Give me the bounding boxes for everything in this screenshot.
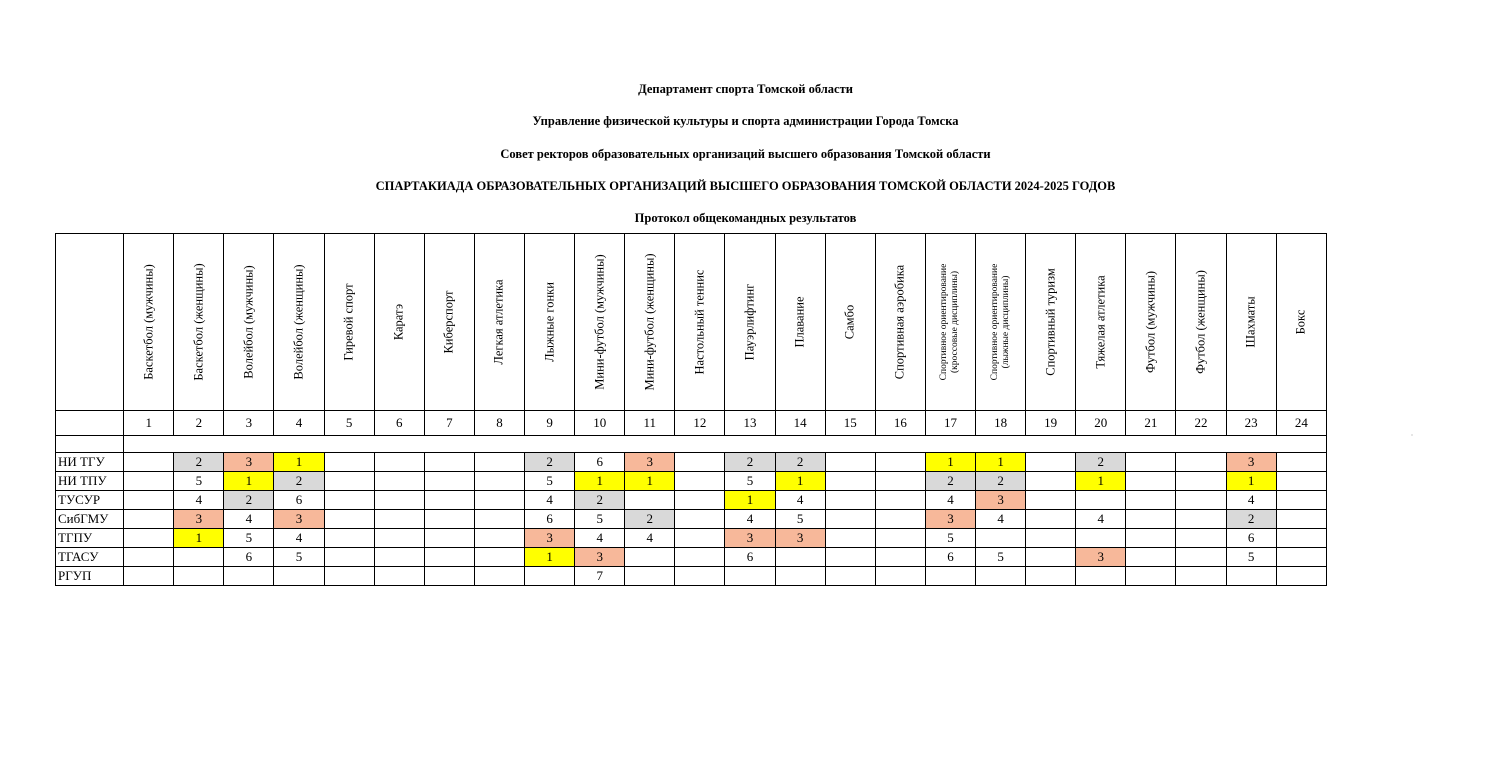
results-table bbox=[55, 233, 1327, 586]
sport-header-cell bbox=[424, 234, 474, 411]
place-cell: 2 bbox=[1076, 453, 1126, 472]
place-cell bbox=[875, 567, 925, 586]
sport-header-cell bbox=[1076, 234, 1126, 411]
place-cell: 4 bbox=[525, 491, 575, 510]
place-cell: 3 bbox=[224, 453, 274, 472]
place-cell bbox=[1126, 548, 1176, 567]
place-cell bbox=[374, 548, 424, 567]
place-cell: 2 bbox=[1226, 510, 1276, 529]
place-cell: 5 bbox=[274, 548, 324, 567]
place-cell bbox=[625, 567, 675, 586]
sport-name bbox=[1195, 270, 1208, 374]
place-cell bbox=[474, 567, 524, 586]
place-cell bbox=[474, 491, 524, 510]
sport-number: 22 bbox=[1176, 411, 1226, 436]
place-cell bbox=[1176, 510, 1226, 529]
place-cell bbox=[825, 510, 875, 529]
sport-number: 15 bbox=[825, 411, 875, 436]
spacer-merged-cell bbox=[124, 436, 1327, 453]
sport-header-cell bbox=[775, 234, 825, 411]
number-row-label-cell bbox=[56, 411, 124, 436]
sport-number: 21 bbox=[1126, 411, 1176, 436]
sport-name bbox=[343, 283, 356, 360]
place-cell: 4 bbox=[274, 529, 324, 548]
place-cell bbox=[124, 567, 174, 586]
place-cell: 4 bbox=[1226, 491, 1276, 510]
sport-name bbox=[844, 305, 857, 339]
sport-name bbox=[1295, 310, 1308, 335]
sport-number: 20 bbox=[1076, 411, 1126, 436]
place-cell bbox=[124, 548, 174, 567]
place-cell: 5 bbox=[224, 529, 274, 548]
sport-number: 12 bbox=[675, 411, 725, 436]
team-row bbox=[56, 491, 1327, 510]
sport-name bbox=[1044, 268, 1057, 375]
place-cell: 7 bbox=[575, 567, 625, 586]
sport-name-text: Киберспорт bbox=[441, 290, 456, 354]
sport-header-cell bbox=[1226, 234, 1276, 411]
team-name: НИ ТПУ bbox=[56, 472, 124, 491]
place-cell: 1 bbox=[925, 453, 975, 472]
place-cell: 3 bbox=[525, 529, 575, 548]
sport-number: 9 bbox=[525, 411, 575, 436]
place-cell bbox=[324, 453, 374, 472]
place-cell bbox=[324, 491, 374, 510]
sport-names-row bbox=[56, 234, 1327, 411]
sport-name-text: Пауэрлифтинг bbox=[742, 283, 757, 361]
place-cell: 1 bbox=[775, 472, 825, 491]
sport-header-cell bbox=[875, 234, 925, 411]
sport-number: 24 bbox=[1276, 411, 1326, 436]
place-cell bbox=[1026, 453, 1076, 472]
place-cell bbox=[1276, 472, 1326, 491]
place-cell: 1 bbox=[976, 453, 1026, 472]
place-cell bbox=[374, 472, 424, 491]
place-cell bbox=[825, 453, 875, 472]
place-cell bbox=[474, 510, 524, 529]
sport-name bbox=[939, 247, 961, 397]
place-cell bbox=[374, 529, 424, 548]
sport-name bbox=[794, 296, 807, 347]
sport-header-cell bbox=[925, 234, 975, 411]
sport-name-text: Спортивное ориентирование bbox=[989, 263, 1000, 381]
sport-header-cell bbox=[575, 234, 625, 411]
place-cell bbox=[424, 453, 474, 472]
team-name: РГУП bbox=[56, 567, 124, 586]
place-cell bbox=[424, 491, 474, 510]
place-cell: 6 bbox=[525, 510, 575, 529]
sport-name-text: Баскетбол (женщины) bbox=[191, 263, 206, 381]
sport-number: 16 bbox=[875, 411, 925, 436]
sport-name-text: Баскетбол (мужчины) bbox=[141, 264, 156, 380]
place-cell bbox=[1276, 567, 1326, 586]
sport-number: 18 bbox=[976, 411, 1026, 436]
sport-name-text: Футбол (женщины) bbox=[1193, 270, 1208, 374]
sport-name bbox=[894, 265, 907, 379]
place-cell bbox=[1026, 491, 1076, 510]
place-cell: 2 bbox=[725, 453, 775, 472]
place-cell bbox=[675, 529, 725, 548]
place-cell bbox=[1176, 548, 1226, 567]
team-name: СибГМУ bbox=[56, 510, 124, 529]
sport-number: 2 bbox=[174, 411, 224, 436]
place-cell bbox=[1276, 529, 1326, 548]
sport-name-text: Мини-футбол (мужчины) bbox=[592, 254, 607, 390]
place-cell: 4 bbox=[925, 491, 975, 510]
place-cell: 5 bbox=[775, 510, 825, 529]
place-cell: 2 bbox=[976, 472, 1026, 491]
place-cell: 2 bbox=[525, 453, 575, 472]
place-cell bbox=[1276, 510, 1326, 529]
sport-number: 19 bbox=[1026, 411, 1076, 436]
team-row bbox=[56, 472, 1327, 491]
place-cell bbox=[374, 567, 424, 586]
place-cell bbox=[174, 548, 224, 567]
sport-number: 13 bbox=[725, 411, 775, 436]
sport-name-text: Спортивный туризм bbox=[1043, 268, 1058, 376]
sport-name-text: Настольный теннис bbox=[692, 269, 707, 375]
place-cell: 6 bbox=[224, 548, 274, 567]
place-cell: 3 bbox=[625, 453, 675, 472]
place-cell bbox=[374, 491, 424, 510]
place-cell bbox=[825, 491, 875, 510]
place-cell: 6 bbox=[925, 548, 975, 567]
place-cell: 4 bbox=[174, 491, 224, 510]
team-name: ТУСУР bbox=[56, 491, 124, 510]
sport-name-text: Тяжелая атлетика bbox=[1093, 275, 1108, 369]
place-cell bbox=[675, 472, 725, 491]
place-cell: 4 bbox=[224, 510, 274, 529]
sport-header-cell bbox=[825, 234, 875, 411]
sport-name bbox=[443, 290, 456, 353]
place-cell bbox=[675, 567, 725, 586]
sport-name-text: Легкая атлетика bbox=[491, 279, 506, 365]
place-cell: 5 bbox=[174, 472, 224, 491]
place-cell: 2 bbox=[575, 491, 625, 510]
place-cell: 5 bbox=[525, 472, 575, 491]
place-cell bbox=[1176, 567, 1226, 586]
sport-name-text: Плавание bbox=[792, 296, 807, 348]
place-cell: 6 bbox=[575, 453, 625, 472]
sport-name bbox=[1245, 296, 1258, 347]
sport-name-text: Спортивная аэробика bbox=[892, 264, 907, 380]
sport-name bbox=[593, 254, 606, 389]
sport-name bbox=[744, 284, 757, 361]
place-cell bbox=[1076, 529, 1126, 548]
place-cell bbox=[675, 453, 725, 472]
place-cell bbox=[474, 453, 524, 472]
place-cell bbox=[424, 567, 474, 586]
place-cell bbox=[1126, 529, 1176, 548]
place-cell bbox=[1176, 472, 1226, 491]
sport-name bbox=[543, 282, 556, 362]
place-cell: 2 bbox=[174, 453, 224, 472]
place-cell: 2 bbox=[925, 472, 975, 491]
place-cell bbox=[825, 529, 875, 548]
place-cell: 3 bbox=[575, 548, 625, 567]
place-cell bbox=[775, 548, 825, 567]
sport-name bbox=[1144, 271, 1157, 373]
sport-header-cell bbox=[1176, 234, 1226, 411]
place-cell: 1 bbox=[224, 472, 274, 491]
sport-name-text: Каратэ bbox=[391, 303, 406, 341]
sport-name-text: Мини-футбол (женщины) bbox=[642, 253, 657, 391]
place-cell: 3 bbox=[174, 510, 224, 529]
place-cell bbox=[875, 472, 925, 491]
place-cell bbox=[1226, 567, 1276, 586]
team-row bbox=[56, 529, 1327, 548]
place-cell bbox=[124, 510, 174, 529]
place-cell bbox=[675, 548, 725, 567]
sport-header-cell bbox=[224, 234, 274, 411]
sport-name bbox=[393, 304, 406, 340]
place-cell bbox=[124, 529, 174, 548]
place-cell: 3 bbox=[1226, 453, 1276, 472]
team-name: ТГАСУ bbox=[56, 548, 124, 567]
sport-number: 7 bbox=[424, 411, 474, 436]
sport-name bbox=[1094, 275, 1107, 368]
sport-header-cell bbox=[725, 234, 775, 411]
corner-cell bbox=[56, 234, 124, 411]
header-department: Департамент спорта Томской области bbox=[638, 82, 853, 96]
place-cell: 2 bbox=[775, 453, 825, 472]
place-cell bbox=[675, 491, 725, 510]
place-cell bbox=[875, 510, 925, 529]
place-cell: 3 bbox=[976, 491, 1026, 510]
sport-name-text: Гиревой спорт bbox=[341, 283, 356, 361]
team-row bbox=[56, 453, 1327, 472]
place-cell: 2 bbox=[625, 510, 675, 529]
sport-name-text: Волейбол (мужчины) bbox=[241, 265, 256, 379]
place-cell: 5 bbox=[725, 472, 775, 491]
place-cell bbox=[324, 529, 374, 548]
place-cell: 3 bbox=[1076, 548, 1126, 567]
place-cell: 4 bbox=[1076, 510, 1126, 529]
spacer-cell bbox=[56, 436, 124, 453]
place-cell: 3 bbox=[775, 529, 825, 548]
header-council: Совет ректоров образовательных организаций высшего образования Томской области bbox=[500, 147, 991, 161]
place-cell bbox=[1126, 453, 1176, 472]
place-cell: 2 bbox=[224, 491, 274, 510]
place-cell bbox=[1076, 491, 1126, 510]
place-cell: 5 bbox=[976, 548, 1026, 567]
place-cell: 6 bbox=[1226, 529, 1276, 548]
place-cell: 4 bbox=[976, 510, 1026, 529]
place-cell: 1 bbox=[174, 529, 224, 548]
place-cell bbox=[976, 567, 1026, 586]
sport-number: 6 bbox=[374, 411, 424, 436]
place-cell: 2 bbox=[274, 472, 324, 491]
sport-name bbox=[192, 263, 205, 380]
place-cell: 5 bbox=[575, 510, 625, 529]
sport-name-subtitle: (лыжные дисциплины) bbox=[1000, 275, 1011, 369]
sport-name bbox=[643, 253, 656, 390]
place-cell bbox=[875, 453, 925, 472]
place-cell bbox=[374, 453, 424, 472]
team-row bbox=[56, 510, 1327, 529]
place-cell: 1 bbox=[1226, 472, 1276, 491]
place-cell bbox=[1126, 491, 1176, 510]
place-cell bbox=[324, 567, 374, 586]
place-cell: 1 bbox=[1076, 472, 1126, 491]
place-cell bbox=[424, 529, 474, 548]
sport-name bbox=[242, 265, 255, 378]
place-cell bbox=[825, 472, 875, 491]
sport-header-cell bbox=[474, 234, 524, 411]
place-cell: 1 bbox=[725, 491, 775, 510]
place-cell bbox=[675, 510, 725, 529]
place-cell bbox=[474, 548, 524, 567]
place-cell bbox=[875, 548, 925, 567]
place-cell bbox=[1176, 453, 1226, 472]
sport-number: 11 bbox=[625, 411, 675, 436]
sport-header-cell bbox=[1276, 234, 1326, 411]
place-cell bbox=[124, 472, 174, 491]
place-cell: 1 bbox=[625, 472, 675, 491]
place-cell bbox=[1126, 472, 1176, 491]
sport-header-cell bbox=[174, 234, 224, 411]
place-cell bbox=[1026, 529, 1076, 548]
place-cell bbox=[1176, 491, 1226, 510]
sport-number: 23 bbox=[1226, 411, 1276, 436]
sport-numbers-row bbox=[56, 411, 1327, 436]
sport-name-subtitle: (кроссовые дисциплины) bbox=[950, 271, 961, 373]
sport-number: 10 bbox=[575, 411, 625, 436]
place-cell bbox=[775, 567, 825, 586]
sport-header-cell bbox=[1126, 234, 1176, 411]
place-cell bbox=[1126, 567, 1176, 586]
place-cell bbox=[474, 529, 524, 548]
header-protocol-title: Протокол общекомандных результатов bbox=[634, 211, 857, 225]
sport-header-cell bbox=[976, 234, 1026, 411]
place-cell: 4 bbox=[625, 529, 675, 548]
sport-number: 14 bbox=[775, 411, 825, 436]
place-cell: 1 bbox=[525, 548, 575, 567]
team-row bbox=[56, 548, 1327, 567]
place-cell bbox=[825, 548, 875, 567]
place-cell bbox=[1026, 548, 1076, 567]
place-cell: 1 bbox=[274, 453, 324, 472]
sport-number: 4 bbox=[274, 411, 324, 436]
place-cell bbox=[1276, 453, 1326, 472]
place-cell bbox=[1026, 510, 1076, 529]
place-cell bbox=[1076, 567, 1126, 586]
sport-header-cell bbox=[324, 234, 374, 411]
place-cell: 3 bbox=[925, 510, 975, 529]
place-cell: 1 bbox=[575, 472, 625, 491]
place-cell bbox=[525, 567, 575, 586]
sport-number: 3 bbox=[224, 411, 274, 436]
place-cell: 3 bbox=[725, 529, 775, 548]
place-cell: 4 bbox=[775, 491, 825, 510]
place-cell bbox=[224, 567, 274, 586]
place-cell bbox=[324, 472, 374, 491]
sport-name-text: Спортивное ориентирование bbox=[939, 263, 950, 381]
place-cell bbox=[625, 548, 675, 567]
team-name: НИ ТГУ bbox=[56, 453, 124, 472]
place-cell bbox=[124, 491, 174, 510]
place-cell: 6 bbox=[274, 491, 324, 510]
sport-number: 5 bbox=[324, 411, 374, 436]
place-cell: 4 bbox=[575, 529, 625, 548]
place-cell bbox=[875, 491, 925, 510]
place-cell bbox=[324, 548, 374, 567]
place-cell bbox=[1276, 548, 1326, 567]
place-cell bbox=[1276, 491, 1326, 510]
place-cell: 3 bbox=[274, 510, 324, 529]
sport-name bbox=[142, 264, 155, 380]
sport-name-text: Волейбол (женщины) bbox=[291, 264, 306, 380]
sport-header-cell bbox=[374, 234, 424, 411]
place-cell bbox=[124, 453, 174, 472]
place-cell bbox=[725, 567, 775, 586]
sport-name bbox=[493, 279, 506, 364]
place-cell bbox=[324, 510, 374, 529]
place-cell: 6 bbox=[725, 548, 775, 567]
place-cell bbox=[625, 491, 675, 510]
sport-name bbox=[693, 270, 706, 375]
sport-name-text: Футбол (мужчины) bbox=[1143, 270, 1158, 374]
place-cell bbox=[274, 567, 324, 586]
spacer-row bbox=[56, 436, 1327, 453]
place-cell bbox=[174, 567, 224, 586]
sport-name bbox=[293, 264, 306, 379]
place-cell bbox=[976, 529, 1026, 548]
sport-name-text: Самбо bbox=[842, 304, 857, 340]
place-cell bbox=[374, 510, 424, 529]
place-cell bbox=[424, 472, 474, 491]
header-administration: Управление физической культуры и спорта администрации Города Томска bbox=[532, 114, 959, 128]
sport-name bbox=[990, 247, 1012, 397]
header-spartakiad-title: СПАРТАКИАДА ОБРАЗОВАТЕЛЬНЫХ ОРГАНИЗАЦИЙ ВЫСШЕГО ОБРАЗОВАНИЯ ТОМСКОЙ ОБЛАСТИ 2024-2025 ГОДОВ bbox=[375, 179, 1116, 193]
sport-header-cell bbox=[525, 234, 575, 411]
sport-number: 17 bbox=[925, 411, 975, 436]
sport-name-text: Лыжные гонки bbox=[542, 282, 557, 362]
place-cell bbox=[1126, 510, 1176, 529]
place-cell bbox=[424, 548, 474, 567]
place-cell bbox=[875, 529, 925, 548]
place-cell: 4 bbox=[725, 510, 775, 529]
sport-name-text: Бокс bbox=[1293, 309, 1308, 335]
place-cell bbox=[1176, 529, 1226, 548]
sport-header-cell bbox=[274, 234, 324, 411]
place-cell bbox=[825, 567, 875, 586]
place-cell bbox=[474, 472, 524, 491]
place-cell bbox=[1026, 472, 1076, 491]
team-name: ТГПУ bbox=[56, 529, 124, 548]
sport-header-cell bbox=[625, 234, 675, 411]
scan-speck bbox=[1411, 434, 1413, 436]
sport-header-cell bbox=[675, 234, 725, 411]
team-row bbox=[56, 567, 1327, 586]
place-cell bbox=[925, 567, 975, 586]
place-cell: 5 bbox=[925, 529, 975, 548]
place-cell: 5 bbox=[1226, 548, 1276, 567]
sport-number: 8 bbox=[474, 411, 524, 436]
place-cell bbox=[1026, 567, 1076, 586]
sport-header-cell bbox=[124, 234, 174, 411]
sport-name-text: Шахматы bbox=[1243, 296, 1258, 348]
sport-number: 1 bbox=[124, 411, 174, 436]
sport-header-cell bbox=[1026, 234, 1076, 411]
place-cell bbox=[424, 510, 474, 529]
